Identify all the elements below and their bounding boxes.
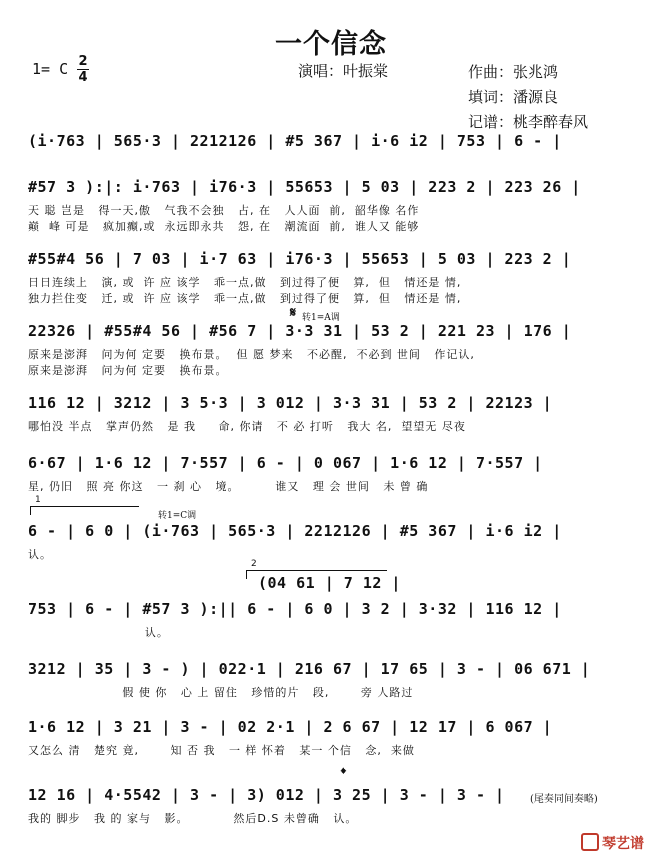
notation-row: 116 12 | 3212 | 3 5·3 | 3 012 | 3·3 31 | 53 2 | 22123 |: [28, 394, 553, 412]
lyricist-credit: 填词：潘源良: [468, 88, 559, 106]
notation-row: 3212 | 35 | 3 - ) | 022·1 | 216 67 | 17 65 | 3 - | 06 671 |: [28, 660, 591, 678]
lyric-row: 天 聪 岂是 得一天,傲 气我不会独 占, 在 人人面 前, 韶华像 名作: [28, 204, 420, 217]
song-title: 一个信念: [275, 29, 387, 60]
notation-row: 22326 | #55#4 56 | #56 7 | 3·3 31 | 53 2 | 221 23 | 176 |: [28, 322, 572, 340]
notation-row: 6·67 | 1·6 12 | 7·557 | 6 - | 0 067 | 1·6 12 | 7·557 |: [28, 454, 543, 472]
logo-icon: [581, 833, 599, 851]
lyric-row: 星, 仍旧 照 亮 你这 一 刹 心 境。 谁又 理 会 世间 未 曾 确: [28, 480, 429, 493]
singer-credit: 演唱：叶振棠: [298, 62, 389, 80]
lyric-row: 独力拦住变 迁, 或 许 应 该学 乖一点,做 到过得了便 算, 但 情还是 情,: [28, 292, 462, 305]
site-logo-text: 琴艺谱: [602, 836, 644, 852]
first-ending-number: 1: [35, 495, 41, 505]
lyric-row: 假 使 你 心 上 留住 珍惜的片 段, 旁 人路过: [28, 686, 414, 699]
notation-row: #57 3 ):|: i·763 | i76·3 | 55653 | 5 03 | 223 2 | 223 26 |: [28, 178, 581, 196]
notation-row: 1·6 12 | 3 21 | 3 - | 02 2·1 | 2 6 67 | 12 17 | 6 067 |: [28, 718, 553, 736]
lyric-row: 我的 脚步 我 的 家与 影。 然后D.S 未曾确 认。: [28, 812, 358, 825]
transcriber-credit: 记谱：桃李醉春风: [468, 113, 589, 131]
composer-credit: 作曲：张兆鸿: [468, 63, 559, 81]
second-ending-intro: (04 61 | 7 12 |: [258, 574, 401, 592]
notation-row: #55#4 56 | 7 03 | i·7 63 | i76·3 | 55653 | 5 03 | 223 2 |: [28, 250, 572, 268]
key-signature: 1= C: [32, 60, 69, 78]
segno-icon: 𝄋: [290, 305, 297, 321]
lyric-row: 哪怕没 半点 掌声仍然 是 我 命, 你请 不 必 打听 我大 名, 望望无 尽夜: [28, 420, 466, 433]
credits: [468, 60, 588, 135]
lyric-row: 巅 峰 可是 疯加癫,或 永远即永共 怨, 在 潮流面 前, 谁人又 能够: [28, 220, 420, 233]
time-signature-bottom: 4: [78, 70, 88, 85]
modulation-a-note: 转1=A调: [302, 313, 340, 323]
lyric-row: 认。: [28, 548, 52, 561]
lyric-row: 认。: [28, 626, 169, 639]
time-signature: [76, 55, 90, 84]
notation-row: (i·763 | 565·3 | 2212126 | #5 367 | i·6 i2 | 753 | 6 - |: [28, 132, 562, 150]
modulation-c-note: 转1=C调: [158, 511, 197, 521]
lyric-row: 原来是澎湃 问为何 定要 换布景。: [28, 364, 228, 377]
notation-row: 753 | 6 - | #57 3 ):|| 6 - | 6 0 | 3 2 | 3·32 | 116 12 |: [28, 600, 562, 618]
site-logo: [581, 833, 644, 853]
tail-note: (尾奏同间奏略): [530, 794, 598, 805]
notation-row: 12 16 | 4·5542 | 3 - | 3) 012 | 3 25 | 3 - | 3 - |: [28, 786, 505, 804]
second-ending-number: 2: [251, 559, 257, 569]
coda-icon: 𝄌: [341, 766, 346, 782]
lyric-row: 日日连续上 演, 或 许 应 该学 乖一点,做 到过得了便 算, 但 情还是 情,: [28, 276, 462, 289]
first-ending-bracket: [30, 495, 139, 515]
lyric-row: 又怎么 清 楚究 竟, 知 否 我 一 样 怀着 某一 个信 念, 来做: [28, 744, 415, 757]
lyric-row: 原来是澎湃 问为何 定要 换布景。 但 愿 梦来 不必醒, 不必到 世间 作记认,: [28, 348, 475, 361]
time-signature-top: 2: [78, 54, 88, 69]
notation-row: 6 - | 6 0 | (i·763 | 565·3 | 2212126 | #5 367 | i·6 i2 |: [28, 522, 562, 540]
